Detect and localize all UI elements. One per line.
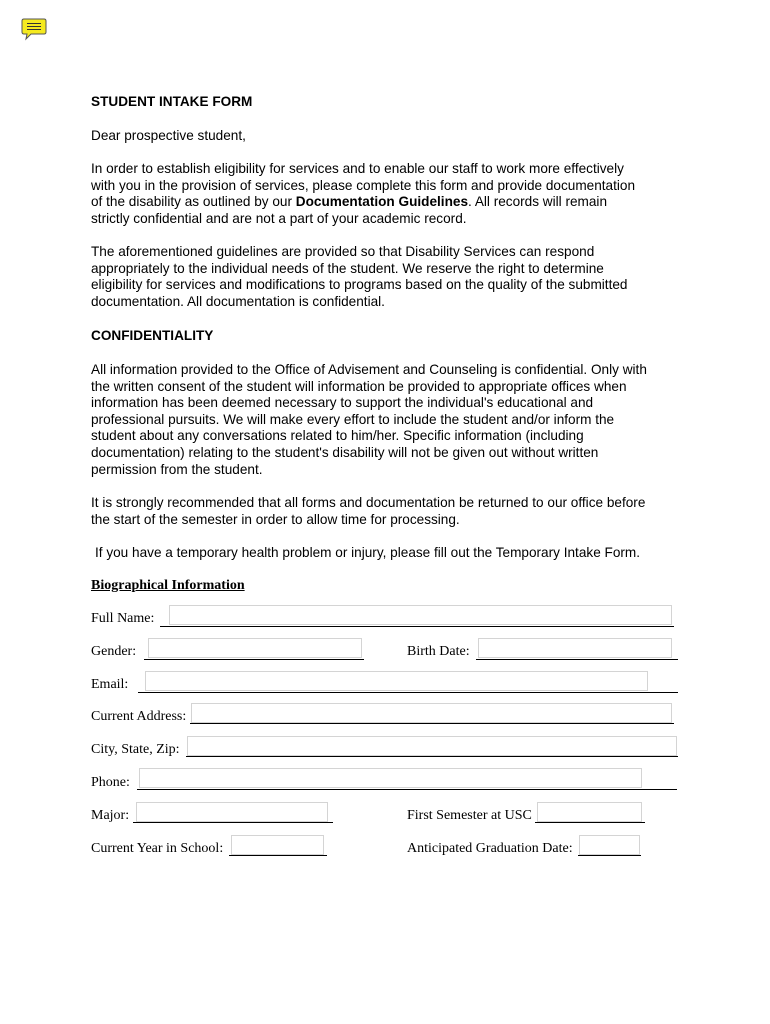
paragraph-line: permission from the student.: [91, 461, 263, 477]
paragraph-line: The aforementioned guidelines are provided so that Disability Services can respond: [91, 244, 595, 259]
full-name-underline: [160, 626, 674, 627]
paragraph-line: with you in the provision of services, please complete this form and provide documentation: [91, 177, 636, 193]
paragraph-line: documentation) relating to the student's disability will not be given out without written: [91, 444, 599, 460]
paragraph-line: information has been deemed necessary to support the individual's educational and: [91, 395, 594, 411]
phone-field[interactable]: [139, 768, 642, 788]
graduation-date-field[interactable]: [579, 835, 640, 855]
guidelines-paragraph: [91, 244, 691, 310]
paragraph-line: the written consent of the student will information be provided to appropriate offices when: [91, 378, 627, 394]
current-address-field[interactable]: [191, 703, 672, 723]
city-state-zip-label: City, State, Zip:: [91, 742, 180, 757]
birth-date-field[interactable]: [478, 638, 672, 658]
paragraph-line: strictly confidential and are not a part of your academic record.: [91, 210, 467, 226]
current-year-field[interactable]: [231, 835, 324, 855]
paragraph-line: [91, 194, 691, 211]
gender-label: Gender:: [91, 644, 137, 659]
full-name-field[interactable]: [169, 605, 672, 625]
first-semester-label: First Semester at USC: [407, 808, 532, 823]
document-title: STUDENT INTAKE FORM: [91, 94, 253, 109]
full-name-label: Full Name:: [91, 611, 155, 626]
paragraph-line: professional pursuits. We will make every effort to include the student and/or inform the: [91, 411, 615, 427]
biographical-information-heading: Biographical Information: [91, 578, 245, 593]
documentation-guidelines-text: Documentation Guidelines: [295, 194, 469, 210]
greeting: Dear prospective student,: [91, 128, 246, 143]
city-state-zip-field[interactable]: [187, 736, 677, 756]
temporary-intake-paragraph: If you have a temporary health problem or injury, please fill out the Temporary Intake Form.: [95, 545, 641, 560]
city-state-zip-underline: [186, 756, 678, 757]
paragraph-line: eligibility for services and modifications to programs based on the quality of the submitted: [91, 277, 628, 293]
gender-field[interactable]: [148, 638, 362, 658]
current-year-underline: [229, 855, 327, 856]
confidentiality-paragraph: [91, 362, 691, 478]
phone-label: Phone:: [91, 775, 130, 790]
recommendation-paragraph: [91, 495, 691, 528]
email-underline: [138, 692, 678, 693]
gender-underline: [144, 659, 364, 660]
graduation-date-underline: [578, 855, 641, 856]
phone-underline: [137, 789, 677, 790]
birth-date-label: Birth Date:: [407, 644, 470, 659]
paragraph-line: the start of the semester in order to allow time for processing.: [91, 511, 460, 527]
current-year-label: Current Year in School:: [91, 841, 224, 856]
email-field[interactable]: [145, 671, 648, 691]
paragraph-line: student about any conversations related to him/her. Specific information (including: [91, 428, 584, 444]
comment-note-icon[interactable]: [20, 17, 48, 43]
confidentiality-heading: CONFIDENTIALITY: [91, 328, 214, 343]
birth-date-underline: [476, 659, 678, 660]
paragraph-line: It is strongly recommended that all forms and documentation be returned to our office before: [91, 495, 646, 510]
major-label: Major:: [91, 808, 130, 823]
major-underline: [133, 822, 333, 823]
intro-paragraph: [91, 161, 691, 227]
first-semester-underline: [535, 822, 645, 823]
current-address-underline: [190, 723, 674, 724]
paragraph-text: of the disability as outlined by our: [91, 194, 296, 210]
graduation-date-label: Anticipated Graduation Date:: [407, 841, 573, 856]
paragraph-line: All information provided to the Office of Advisement and Counseling is confidential. Only with: [91, 362, 647, 377]
current-address-label: Current Address:: [91, 709, 187, 724]
email-label: Email:: [91, 677, 129, 692]
major-field[interactable]: [136, 802, 328, 822]
paragraph-line: In order to establish eligibility for services and to enable our staff to work more effectively: [91, 161, 624, 176]
first-semester-field[interactable]: [537, 802, 642, 822]
paragraph-line: appropriately to the individual needs of the student. We reserve the right to determine: [91, 260, 604, 276]
paragraph-line: documentation. All documentation is confidential.: [91, 293, 385, 309]
paragraph-text: . All records will remain: [468, 194, 608, 210]
